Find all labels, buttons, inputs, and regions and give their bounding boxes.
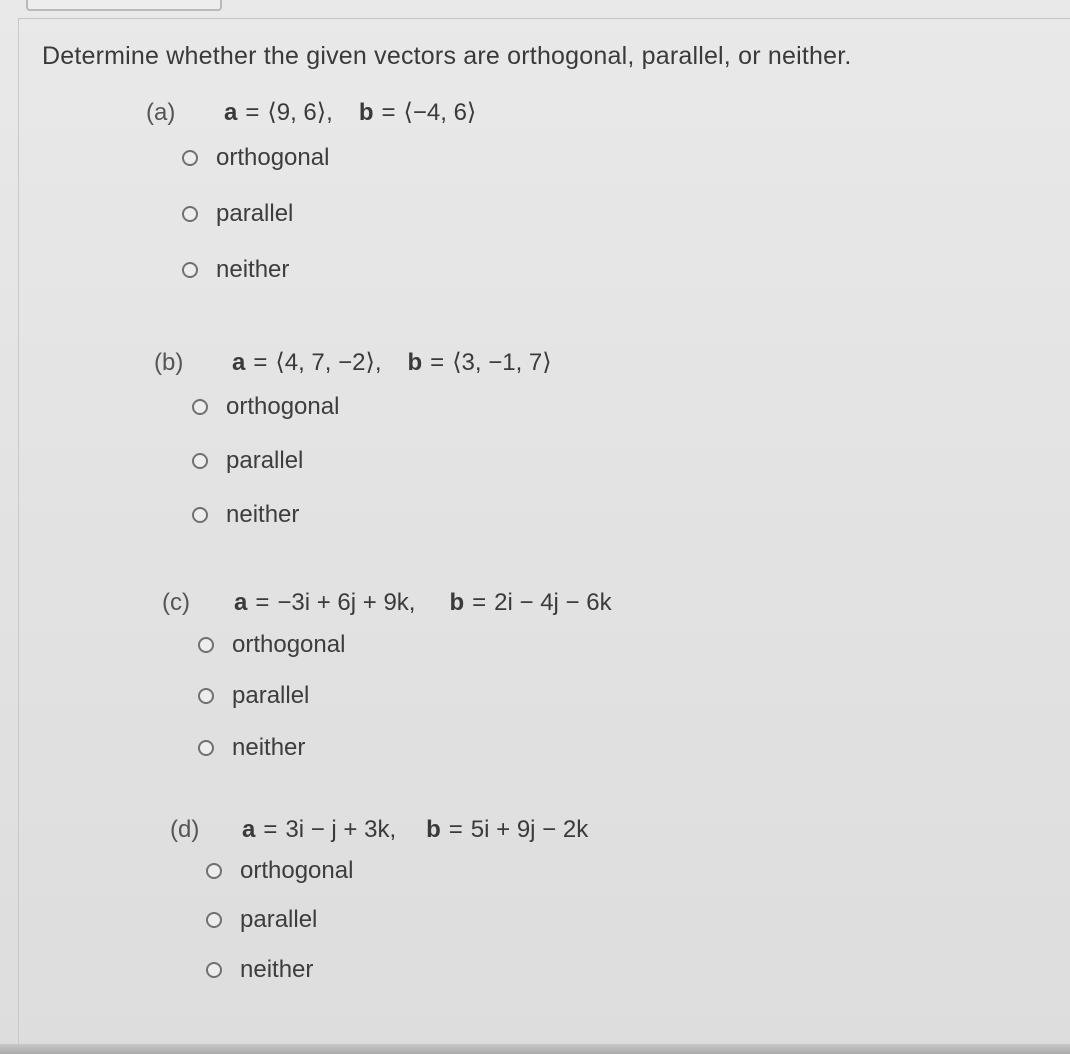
choice-orthogonal[interactable]: [198, 620, 612, 670]
question-a-stem: (a) a = ⟨9, 6⟩, b = ⟨−4, 6⟩: [146, 99, 477, 126]
choice-parallel[interactable]: [182, 186, 476, 242]
vector-a-name: a: [224, 99, 238, 126]
choice-label: parallel: [226, 447, 304, 474]
frame-top-border: [18, 18, 1070, 19]
radio-button-icon[interactable]: [198, 637, 214, 653]
choice-orthogonal[interactable]: [182, 130, 476, 186]
choice-parallel[interactable]: [206, 895, 588, 945]
choice-label: neither: [240, 956, 314, 983]
choice-label: orthogonal: [240, 857, 354, 884]
choice-neither[interactable]: [182, 242, 476, 298]
choice-label: orthogonal: [216, 144, 330, 171]
question-b-stem: (b) a = ⟨4, 7, −2⟩, b = ⟨3, −1, 7⟩: [154, 349, 552, 376]
radio-button-icon[interactable]: [206, 863, 222, 879]
question-d: [170, 815, 588, 995]
part-label: (b): [154, 349, 184, 376]
choice-label: neither: [226, 501, 300, 528]
radio-button-icon[interactable]: [198, 688, 214, 704]
radio-button-icon[interactable]: [192, 453, 208, 469]
question-d-stem: (d) a = 3i − j + 3k, b = 5i + 9j − 2k: [170, 816, 589, 843]
choice-group: [192, 380, 552, 542]
vector-a-name: a: [234, 589, 248, 616]
top-panel: [26, 0, 222, 11]
part-label: (d): [170, 816, 200, 843]
part-label: (c): [162, 589, 190, 616]
question-c-stem: (c) a = −3i + 6j + 9k, b = 2i − 4j − 6k: [162, 589, 612, 616]
choice-orthogonal[interactable]: [206, 847, 588, 895]
vector-a-value: −3i + 6j + 9k,: [277, 589, 416, 616]
choice-neither[interactable]: [206, 945, 588, 995]
vector-b-value: ⟨3, −1, 7⟩: [452, 349, 552, 376]
radio-button-icon[interactable]: [192, 399, 208, 415]
vector-b-name: b: [426, 816, 441, 843]
choice-group: [206, 847, 588, 995]
choice-neither[interactable]: [198, 722, 612, 774]
choice-group: [182, 130, 476, 298]
choice-label: orthogonal: [232, 631, 346, 658]
choice-orthogonal[interactable]: [192, 380, 552, 434]
question-c: [162, 588, 612, 774]
part-label: (a): [146, 99, 176, 126]
vector-a-value: 3i − j + 3k,: [285, 816, 397, 843]
radio-button-icon[interactable]: [198, 740, 214, 756]
choice-label: parallel: [232, 682, 310, 709]
choice-label: neither: [216, 256, 290, 283]
vector-b-value: ⟨−4, 6⟩: [403, 99, 477, 126]
radio-button-icon[interactable]: [182, 206, 198, 222]
radio-button-icon[interactable]: [206, 912, 222, 928]
choice-label: neither: [232, 734, 306, 761]
frame-left-border: [18, 18, 19, 1054]
question-prompt: Determine whether the given vectors are orthogonal, parallel, or neither.: [42, 42, 852, 70]
vector-b-name: b: [358, 99, 374, 126]
radio-button-icon[interactable]: [192, 507, 208, 523]
vector-b-value: 2i − 4j − 6k: [494, 589, 612, 616]
question-a: [146, 98, 476, 298]
choice-parallel[interactable]: [198, 670, 612, 722]
bottom-strip: [0, 1044, 1070, 1054]
vector-a-value: ⟨9, 6⟩,: [267, 99, 333, 126]
choice-label: parallel: [240, 906, 318, 933]
vector-b-value: 5i + 9j − 2k: [470, 816, 589, 843]
choice-label: parallel: [216, 200, 294, 227]
choice-group: [198, 620, 612, 774]
vector-a-value: ⟨4, 7, −2⟩,: [275, 349, 382, 376]
vector-b-name: b: [449, 589, 465, 616]
radio-button-icon[interactable]: [206, 962, 222, 978]
radio-button-icon[interactable]: [182, 262, 198, 278]
choice-parallel[interactable]: [192, 434, 552, 488]
radio-button-icon[interactable]: [182, 150, 198, 166]
vector-a-name: a: [232, 349, 246, 376]
choice-neither[interactable]: [192, 488, 552, 542]
vector-b-name: b: [407, 349, 423, 376]
question-b: [154, 348, 552, 542]
vector-a-name: a: [242, 816, 256, 843]
choice-label: orthogonal: [226, 393, 340, 420]
